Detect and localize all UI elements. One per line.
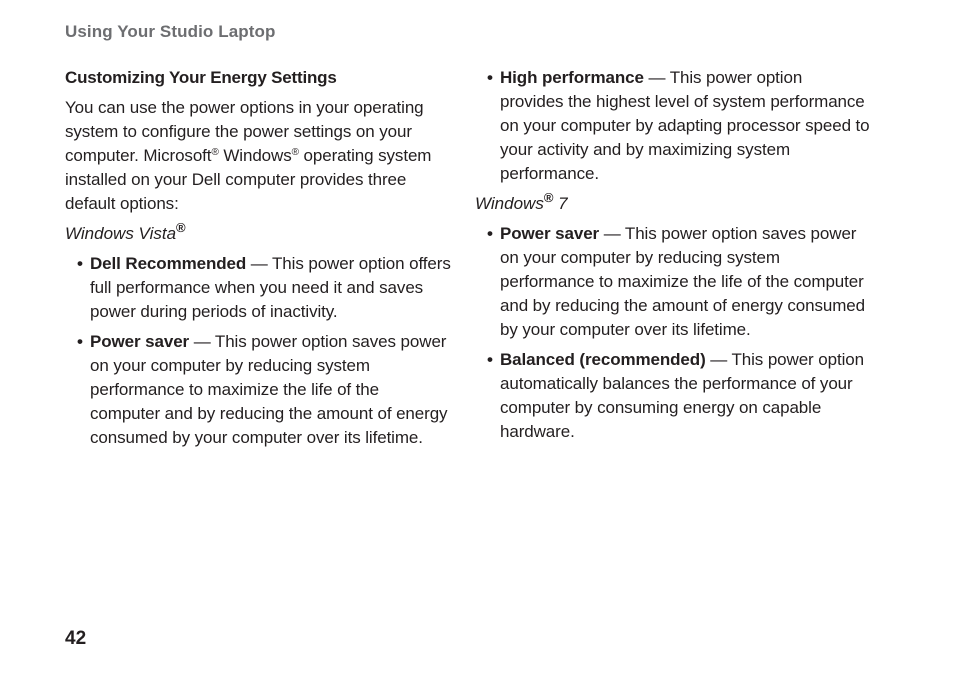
registered-mark: ® [291, 147, 299, 158]
os-label-vista [65, 222, 453, 246]
option-description: — This power option automatically balances the performance of your computer by consuming energy on capable hardware. [500, 350, 864, 441]
list-item [65, 252, 453, 324]
right-column [475, 66, 870, 450]
left-column [65, 66, 453, 456]
intro-text-2: Windows [218, 146, 292, 165]
registered-mark: ® [543, 190, 554, 205]
list-item [475, 348, 870, 444]
option-description: — This power option saves power on your computer by reducing system performance to maximize the life of the computer and by reducing the amount of energy consumed by your computer over its lifetime. [500, 224, 866, 339]
bullet-dot-icon: • [487, 68, 493, 87]
vista-options-list-continued [475, 66, 870, 186]
option-term: Balanced (recommended) [500, 350, 706, 369]
os-label-text: Windows Vista [65, 224, 177, 243]
bullet-dot-icon: • [487, 224, 493, 243]
windows7-options-list [475, 222, 870, 444]
page-number: 42 [65, 628, 87, 649]
bullet-dot-icon: • [77, 254, 83, 273]
option-term: Power saver [90, 332, 190, 351]
list-item [475, 222, 870, 342]
os-label-windows7 [475, 192, 870, 216]
registered-mark: ® [176, 220, 186, 235]
vista-options-list [65, 252, 453, 450]
bullet-dot-icon: • [487, 350, 493, 369]
option-term: Dell Recommended [90, 254, 247, 273]
os-label-suffix: 7 [553, 194, 568, 213]
section-heading: Customizing Your Energy Settings [65, 68, 337, 87]
running-header: Using Your Studio Laptop [65, 22, 276, 41]
list-item [475, 66, 870, 186]
intro-text-1: You can use the power options in your operating system to configure the power settings on your computer. Microsoft [65, 98, 424, 165]
registered-mark: ® [211, 147, 219, 158]
bullet-dot-icon: • [77, 332, 83, 351]
intro-paragraph [65, 96, 453, 216]
option-description: — This power option provides the highest level of system performance on your computer by adapting processor speed to your activity and by maximizing system performance. [500, 68, 870, 183]
option-description: — This power option saves power on your computer by reducing system performance to maximize the life of the computer and by reducing the amount of energy consumed by your computer over its lifetime. [90, 332, 448, 447]
option-term: High performance [500, 68, 644, 87]
option-description: — This power option offers full performance when you need it and saves power during periods of inactivity. [90, 254, 451, 321]
option-term: Power saver [500, 224, 600, 243]
os-label-text: Windows [475, 194, 544, 213]
list-item [65, 330, 453, 450]
intro-text-3: operating system installed on your Dell computer provides three default options: [65, 146, 432, 213]
